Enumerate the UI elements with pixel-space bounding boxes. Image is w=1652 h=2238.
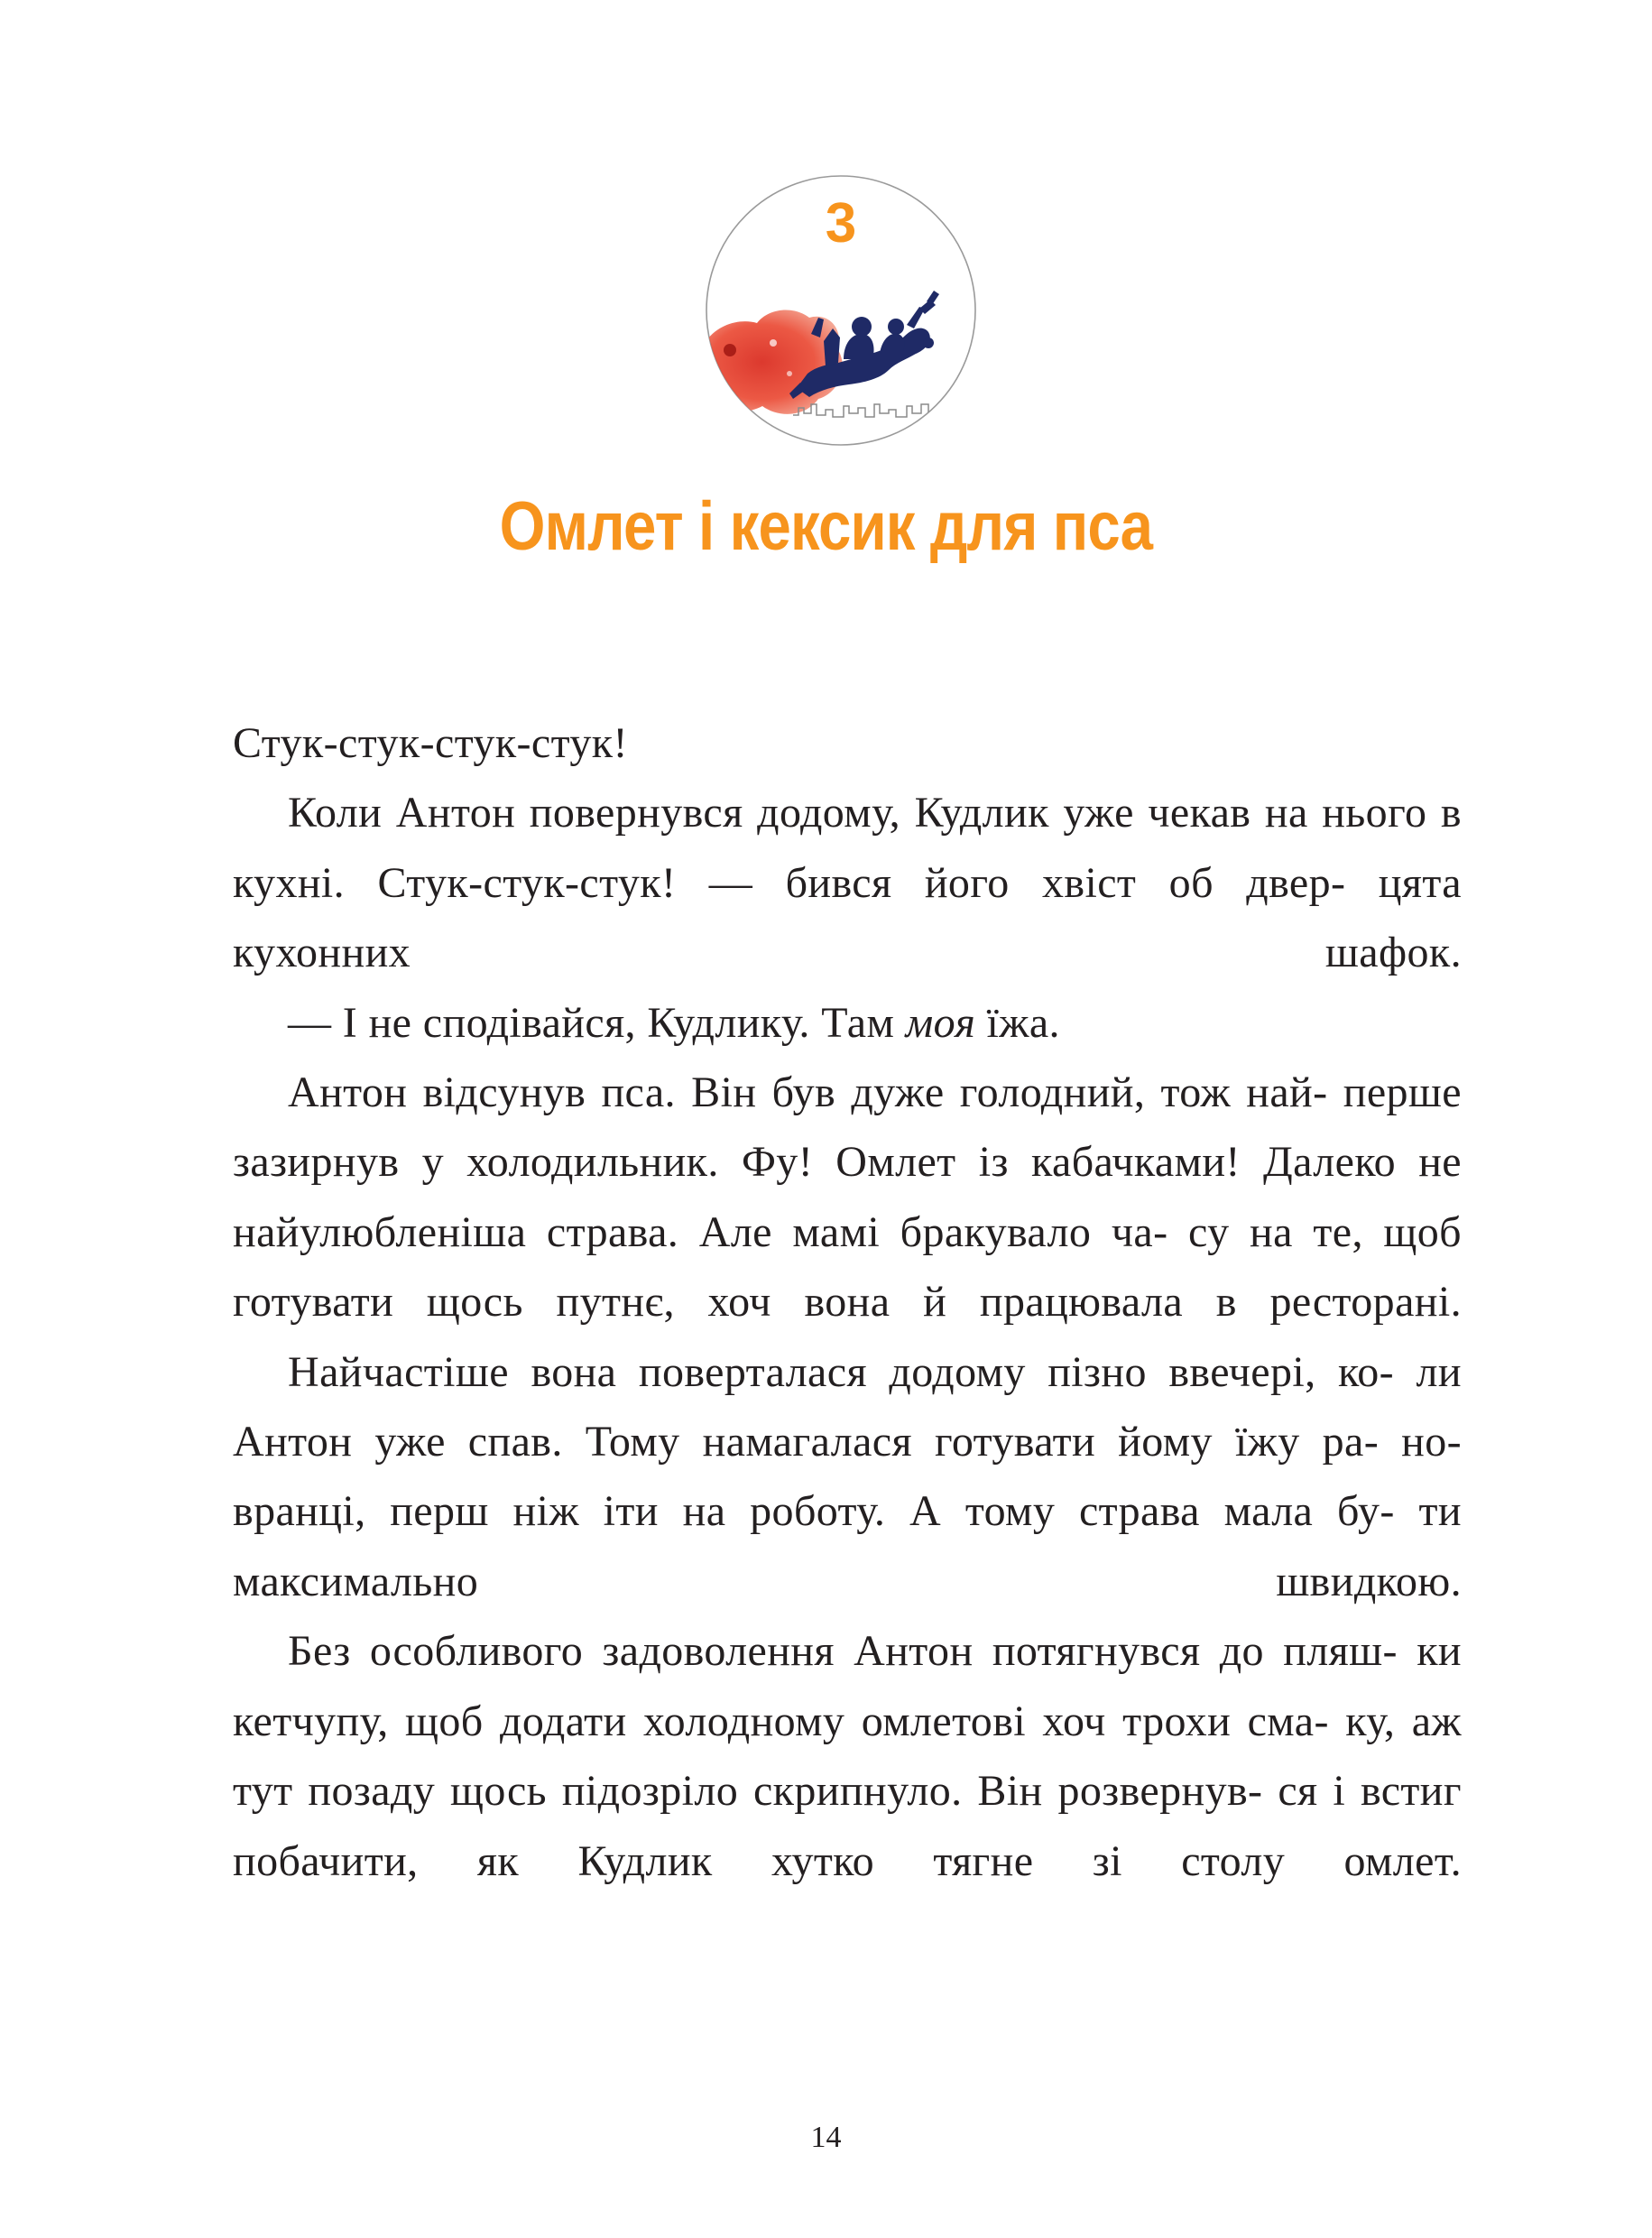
text-line: ли Антон уже спав. Тому намагалася готувати йому їжу ра- bbox=[233, 1347, 1462, 1466]
text-line: Найчастіше вона поверталася додому пізно ввечері, ко- bbox=[288, 1347, 1395, 1396]
chapter-title: Омлет і кексик для пса bbox=[499, 488, 1153, 565]
paragraph bbox=[233, 988, 1462, 1058]
text-line: но-вранці, перш ніж іти на роботу. А тому страва мала бу- bbox=[233, 1418, 1462, 1536]
paragraph bbox=[233, 1337, 1462, 1617]
text-line: ся і встиг побачити, як Кудлик хутко тягне зі столу омлет. bbox=[233, 1767, 1462, 1885]
text-line: — І не сподівайся, Кудлику. Там bbox=[288, 998, 906, 1047]
paragraph bbox=[233, 778, 1462, 987]
paragraph bbox=[233, 708, 1462, 778]
paragraph bbox=[233, 1058, 1462, 1337]
chapter-emblem bbox=[703, 173, 979, 455]
body-text bbox=[233, 708, 1462, 1896]
text-line: ки кетчупу, щоб додати холодному омлетові хоч трохи сма- bbox=[233, 1627, 1462, 1745]
paragraph bbox=[233, 1616, 1462, 1896]
text-line: Далеко не найулюбленіша страва. Але мамі бракувало ча- bbox=[233, 1138, 1462, 1256]
text-line: ку, аж тут позаду щось підозріло скрипнуло. Він розвернув- bbox=[233, 1697, 1462, 1816]
text-line: Коли Антон повернувся додому, Кудлик уже чекав на bbox=[288, 789, 1308, 837]
page-number: 14 bbox=[810, 2121, 842, 2154]
chapter-number: 3 bbox=[825, 192, 857, 254]
chapter-emblem-illustration bbox=[703, 173, 979, 455]
text-line: Без особливого задоволення Антон потягнувся до пляш- bbox=[288, 1627, 1398, 1676]
emphasis-text: моя bbox=[905, 998, 976, 1047]
text-line: нього в кухні. Стук-стук-стук! — бився його хвіст об двер- bbox=[233, 789, 1462, 907]
text-line: їжа. bbox=[975, 998, 1060, 1047]
text-line: су на те, щоб готувати щось путнє, хоч вона й працювала bbox=[233, 1207, 1462, 1327]
text-line: Антон відсунув пса. Він був дуже голодний, тож най- bbox=[288, 1068, 1328, 1117]
text-line: цята кухонних шафок. bbox=[233, 858, 1462, 977]
text-line: перше зазирнув у холодильник. Фу! Омлет із кабачками! bbox=[233, 1068, 1462, 1187]
text-line: Стук-стук-стук-стук! bbox=[233, 719, 628, 767]
text-line: в ресторані. bbox=[1215, 1278, 1462, 1327]
text-line: ти максимально швидкою. bbox=[233, 1487, 1462, 1605]
